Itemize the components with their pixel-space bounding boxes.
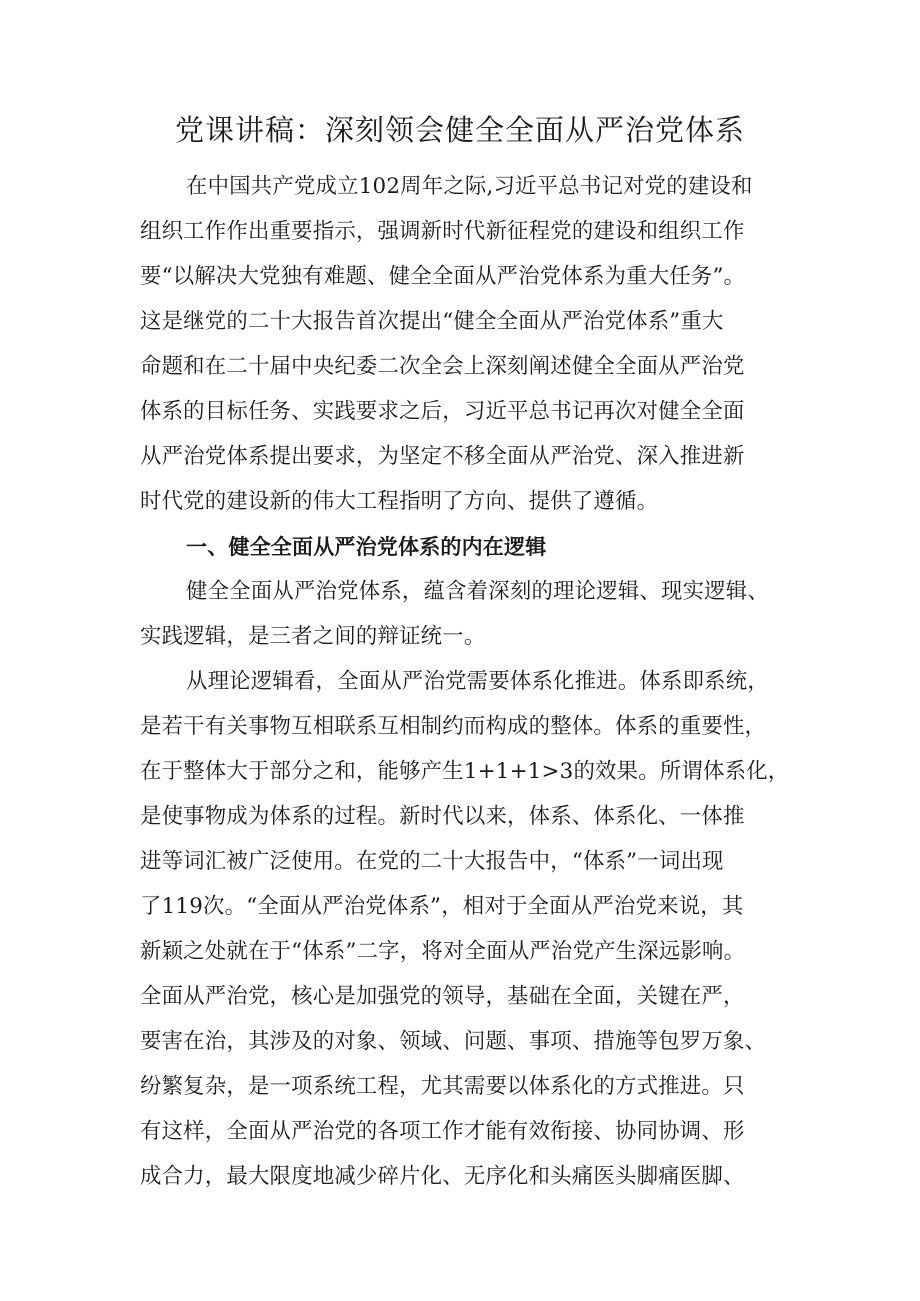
paragraph-line: 命题和在二十届中央纪委二次全会上深刻阐述健全全面从严治党 (140, 354, 745, 379)
paragraph-line: 全面从严治党，核心是加强党的领导，基础在全面，关键在严， (140, 984, 745, 1009)
paragraph-line: 体系的目标任务、实践要求之后，习近平总书记再次对健全全面 (140, 399, 745, 424)
paragraph-line: 从严治党体系提出要求，为坚定不移全面从严治党、深入推进新 (140, 444, 745, 469)
paragraph-line: 实践逻辑，是三者之间的辩证统一。 (140, 624, 486, 649)
paragraph-line: 成合力，最大限度地减少碎片化、无序化和头痛医头脚痛医脚、 (140, 1164, 745, 1189)
paragraph-line: 在于整体大于部分之和，能够产生1+1+1>3的效果。所谓体系化， (140, 759, 790, 784)
document-title: 党课讲稿：深刻领会健全全面从严治党体系 (174, 113, 745, 147)
paragraph-line: 新颖之处就在于“体系”二字，将对全面从严治党产生深远影响。 (140, 939, 746, 964)
paragraph-line: 进等词汇被广泛使用。在党的二十大报告中，“体系”一词出现 (140, 849, 724, 874)
paragraph-line: 健全全面从严治党体系，蕴含着深刻的理论逻辑、现实逻辑、 (186, 579, 769, 604)
paragraph-line: 是若干有关事物互相联系互相制约而构成的整体。体系的重要性， (140, 714, 767, 739)
paragraph-line: 时代党的建设新的伟大工程指明了方向、提供了遵循。 (140, 489, 659, 514)
paragraph-line: 有这样，全面从严治党的各项工作才能有效衔接、协同协调、形 (140, 1119, 745, 1144)
paragraph-line: 这是继党的二十大报告首次提出“健全全面从严治党体系”重大 (140, 309, 724, 334)
section-heading: 一、健全全面从严治党体系的内在逻辑 (186, 535, 547, 559)
paragraph-line: 要“以解决大党独有难题、健全全面从严治党体系为重大任务”。 (140, 264, 746, 289)
paragraph-line: 从理论逻辑看，全面从严治党需要体系化推进。体系即系统， (186, 669, 769, 694)
paragraph-line: 要害在治，其涉及的对象、领域、问题、事项、措施等包罗万象、 (140, 1029, 767, 1054)
paragraph-line: 在中国共产党成立102周年之际,习近平总书记对党的建设和 (186, 174, 753, 199)
paragraph-line: 纷繁复杂，是一项系统工程，尤其需要以体系化的方式推进。只 (140, 1074, 745, 1099)
paragraph-line: 是使事物成为体系的过程。新时代以来，体系、体系化、一体推 (140, 804, 745, 829)
paragraph-line: 组织工作作出重要指示，强调新时代新征程党的建设和组织工作 (140, 219, 745, 244)
paragraph-line: 了119次。“全面从严治党体系”，相对于全面从严治党来说，其 (140, 894, 744, 919)
